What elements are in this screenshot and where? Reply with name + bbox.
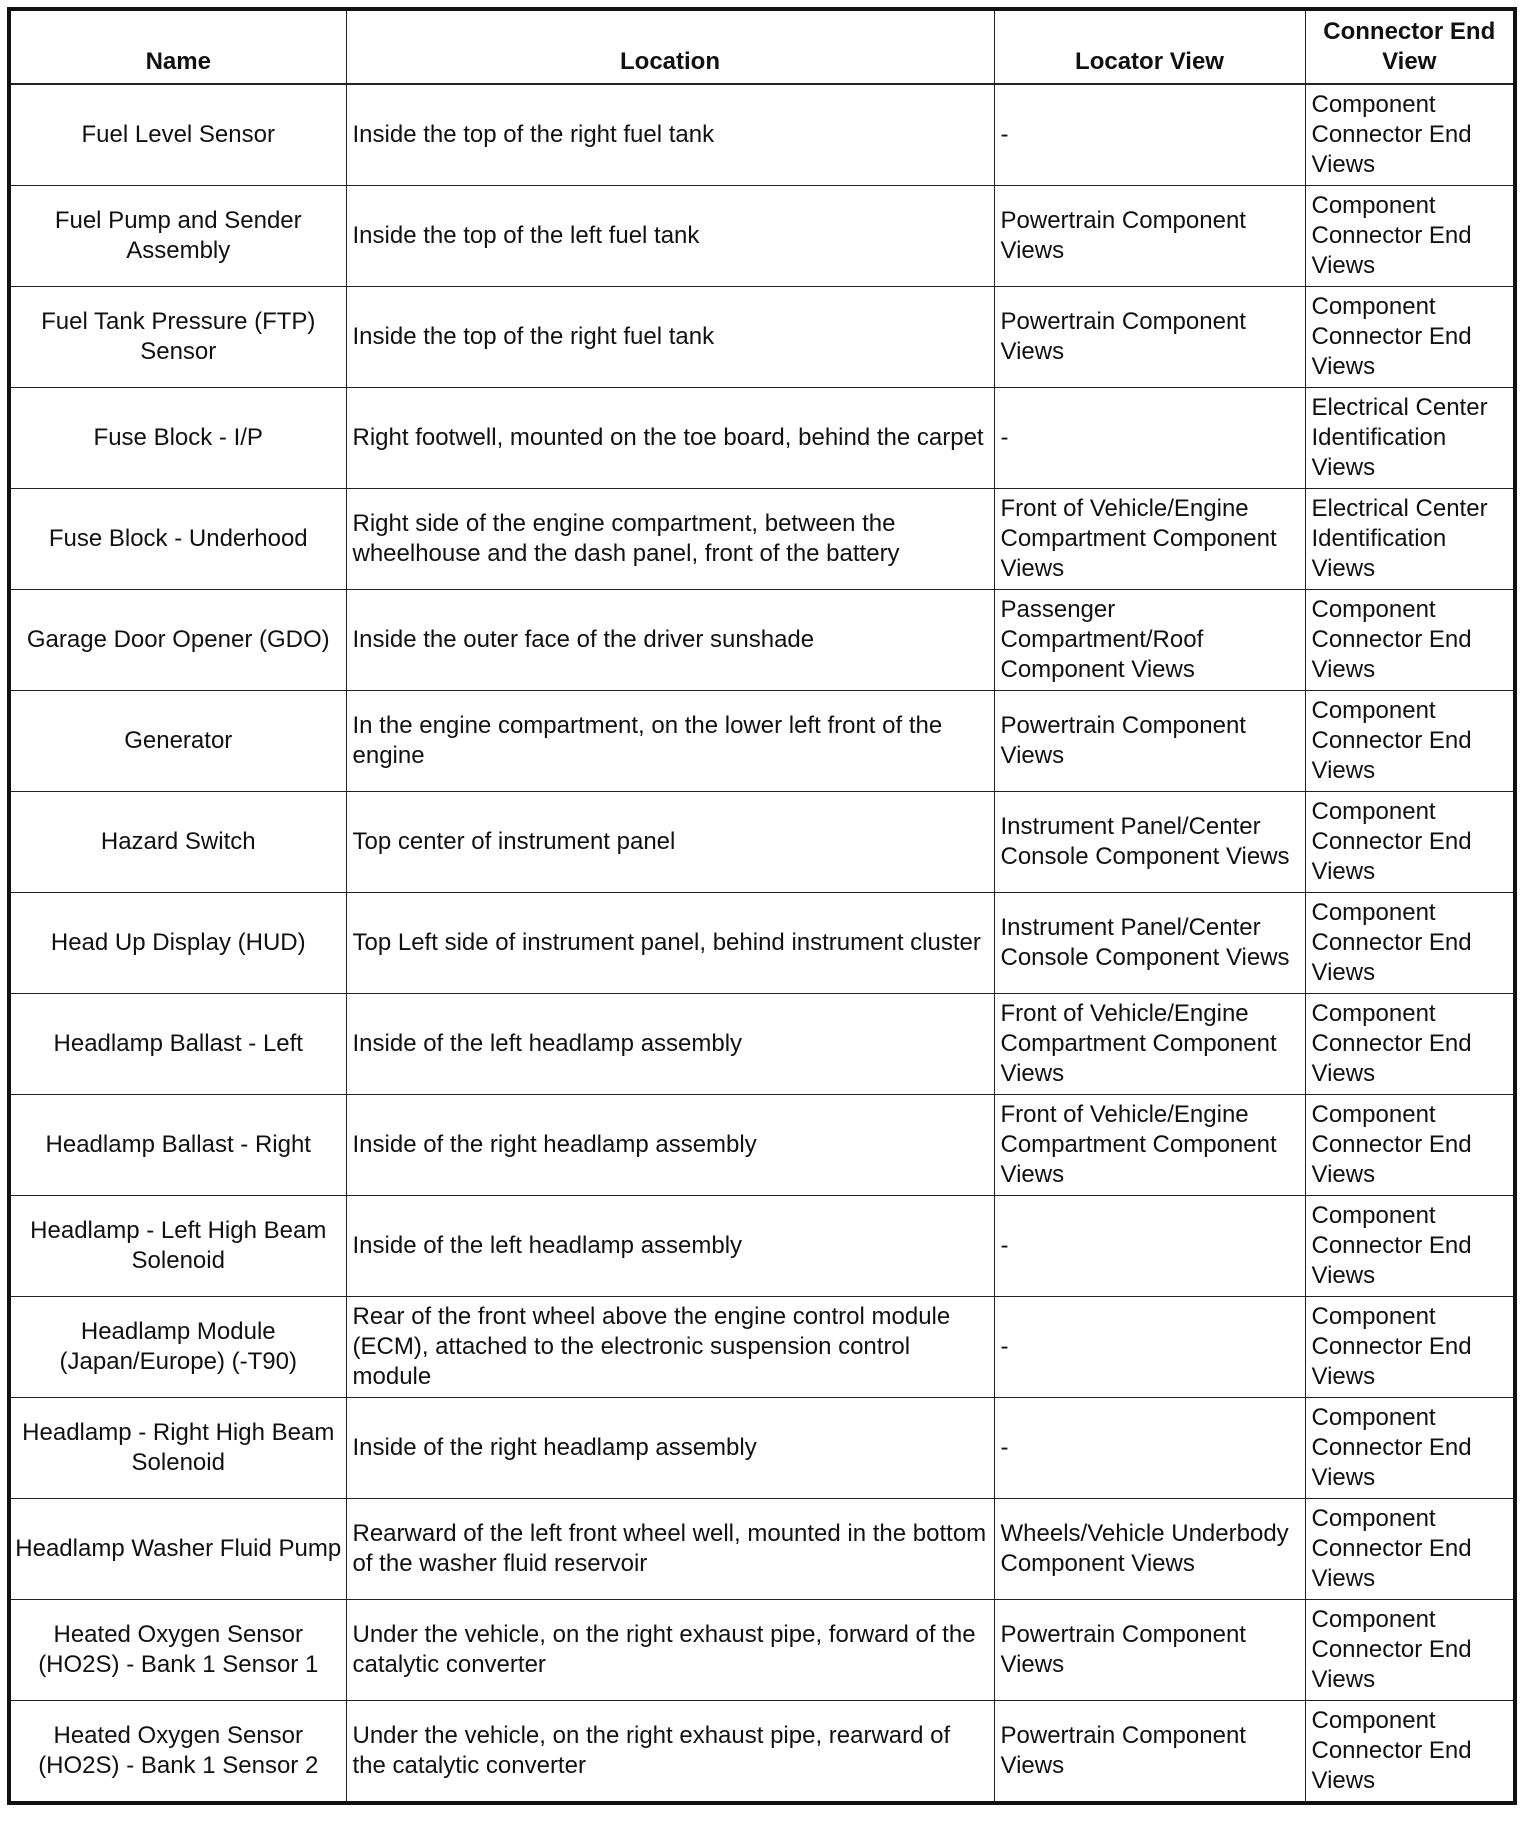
table-row: [9, 1701, 1515, 1804]
cell-name: Fuel Level Sensor: [9, 84, 346, 186]
cell-name: Garage Door Opener (GDO): [9, 590, 346, 691]
cell-locator-view: Front of Vehicle/Engine Compartment Component Views: [994, 489, 1305, 590]
cell-name: Hazard Switch: [9, 792, 346, 893]
cell-connector-end-view: Component Connector End Views: [1305, 1600, 1515, 1701]
table-row: [9, 287, 1515, 388]
cell-location: Right side of the engine compartment, between the wheelhouse and the dash panel, front of the battery: [346, 489, 994, 590]
cell-connector-end-view: Component Connector End Views: [1305, 186, 1515, 287]
cell-location: Inside of the left headlamp assembly: [346, 1196, 994, 1297]
cell-name: Head Up Display (HUD): [9, 893, 346, 994]
cell-location: Inside the top of the right fuel tank: [346, 84, 994, 186]
table-row: [9, 792, 1515, 893]
cell-connector-end-view: Component Connector End Views: [1305, 287, 1515, 388]
table-row: [9, 893, 1515, 994]
cell-connector-end-view: Component Connector End Views: [1305, 84, 1515, 186]
cell-locator-view: -: [994, 1297, 1305, 1398]
cell-locator-view: Powertrain Component Views: [994, 186, 1305, 287]
table-row: [9, 186, 1515, 287]
cell-locator-view: Powertrain Component Views: [994, 691, 1305, 792]
cell-name: Headlamp Washer Fluid Pump: [9, 1499, 346, 1600]
cell-locator-view: Front of Vehicle/Engine Compartment Component Views: [994, 1095, 1305, 1196]
header-connector-end-view: Connector End View: [1305, 9, 1515, 84]
table-row: [9, 994, 1515, 1095]
cell-location: Inside of the right headlamp assembly: [346, 1095, 994, 1196]
table-row: [9, 1095, 1515, 1196]
cell-locator-view: Front of Vehicle/Engine Compartment Component Views: [994, 994, 1305, 1095]
cell-name: Fuel Tank Pressure (FTP) Sensor: [9, 287, 346, 388]
cell-connector-end-view: Component Connector End Views: [1305, 1297, 1515, 1398]
cell-location: Inside of the right headlamp assembly: [346, 1398, 994, 1499]
cell-location: Inside of the left headlamp assembly: [346, 994, 994, 1095]
cell-name: Generator: [9, 691, 346, 792]
table-row: [9, 590, 1515, 691]
cell-name: Fuel Pump and Sender Assembly: [9, 186, 346, 287]
cell-connector-end-view: Component Connector End Views: [1305, 1398, 1515, 1499]
header-name: Name: [9, 9, 346, 84]
table-row: [9, 1600, 1515, 1701]
cell-locator-view: -: [994, 388, 1305, 489]
cell-locator-view: Instrument Panel/Center Console Component Views: [994, 893, 1305, 994]
cell-locator-view: -: [994, 1196, 1305, 1297]
table-row: [9, 1398, 1515, 1499]
table-row: [9, 388, 1515, 489]
cell-connector-end-view: Component Connector End Views: [1305, 792, 1515, 893]
cell-locator-view: Powertrain Component Views: [994, 287, 1305, 388]
cell-location: Rear of the front wheel above the engine control module (ECM), attached to the electronic suspension control module: [346, 1297, 994, 1398]
cell-connector-end-view: Component Connector End Views: [1305, 1095, 1515, 1196]
table-header-row: [9, 9, 1515, 84]
cell-connector-end-view: Electrical Center Identification Views: [1305, 489, 1515, 590]
table-row: [9, 1196, 1515, 1297]
cell-connector-end-view: Component Connector End Views: [1305, 691, 1515, 792]
cell-name: Fuse Block - Underhood: [9, 489, 346, 590]
cell-location: In the engine compartment, on the lower left front of the engine: [346, 691, 994, 792]
table-row: [9, 84, 1515, 186]
cell-name: Headlamp Ballast - Left: [9, 994, 346, 1095]
cell-location: Top Left side of instrument panel, behind instrument cluster: [346, 893, 994, 994]
cell-connector-end-view: Component Connector End Views: [1305, 590, 1515, 691]
cell-location: Inside the top of the left fuel tank: [346, 186, 994, 287]
table-row: [9, 691, 1515, 792]
cell-connector-end-view: Electrical Center Identification Views: [1305, 388, 1515, 489]
cell-name: Headlamp - Right High Beam Solenoid: [9, 1398, 346, 1499]
cell-location: Under the vehicle, on the right exhaust pipe, rearward of the catalytic converter: [346, 1701, 994, 1804]
table-row: [9, 489, 1515, 590]
cell-connector-end-view: Component Connector End Views: [1305, 893, 1515, 994]
header-locator-view: Locator View: [994, 9, 1305, 84]
cell-connector-end-view: Component Connector End Views: [1305, 1499, 1515, 1600]
cell-name: Headlamp Module (Japan/Europe) (-T90): [9, 1297, 346, 1398]
cell-locator-view: Wheels/Vehicle Underbody Component Views: [994, 1499, 1305, 1600]
cell-connector-end-view: Component Connector End Views: [1305, 1701, 1515, 1804]
cell-locator-view: -: [994, 84, 1305, 186]
cell-locator-view: Instrument Panel/Center Console Component Views: [994, 792, 1305, 893]
cell-location: Under the vehicle, on the right exhaust pipe, forward of the catalytic converter: [346, 1600, 994, 1701]
table-row: [9, 1499, 1515, 1600]
cell-name: Heated Oxygen Sensor (HO2S) - Bank 1 Sensor 1: [9, 1600, 346, 1701]
component-locator-table: [7, 7, 1517, 1805]
cell-locator-view: Passenger Compartment/Roof Component Views: [994, 590, 1305, 691]
cell-name: Heated Oxygen Sensor (HO2S) - Bank 1 Sensor 2: [9, 1701, 346, 1804]
table-row: [9, 1297, 1515, 1398]
cell-location: Inside the top of the right fuel tank: [346, 287, 994, 388]
cell-connector-end-view: Component Connector End Views: [1305, 994, 1515, 1095]
header-location: Location: [346, 9, 994, 84]
cell-locator-view: Powertrain Component Views: [994, 1701, 1305, 1804]
cell-location: Right footwell, mounted on the toe board, behind the carpet: [346, 388, 994, 489]
cell-name: Headlamp Ballast - Right: [9, 1095, 346, 1196]
cell-name: Fuse Block - I/P: [9, 388, 346, 489]
cell-locator-view: Powertrain Component Views: [994, 1600, 1305, 1701]
cell-location: Top center of instrument panel: [346, 792, 994, 893]
cell-location: Inside the outer face of the driver sunshade: [346, 590, 994, 691]
cell-locator-view: -: [994, 1398, 1305, 1499]
cell-connector-end-view: Component Connector End Views: [1305, 1196, 1515, 1297]
cell-location: Rearward of the left front wheel well, mounted in the bottom of the washer fluid reservoir: [346, 1499, 994, 1600]
cell-name: Headlamp - Left High Beam Solenoid: [9, 1196, 346, 1297]
